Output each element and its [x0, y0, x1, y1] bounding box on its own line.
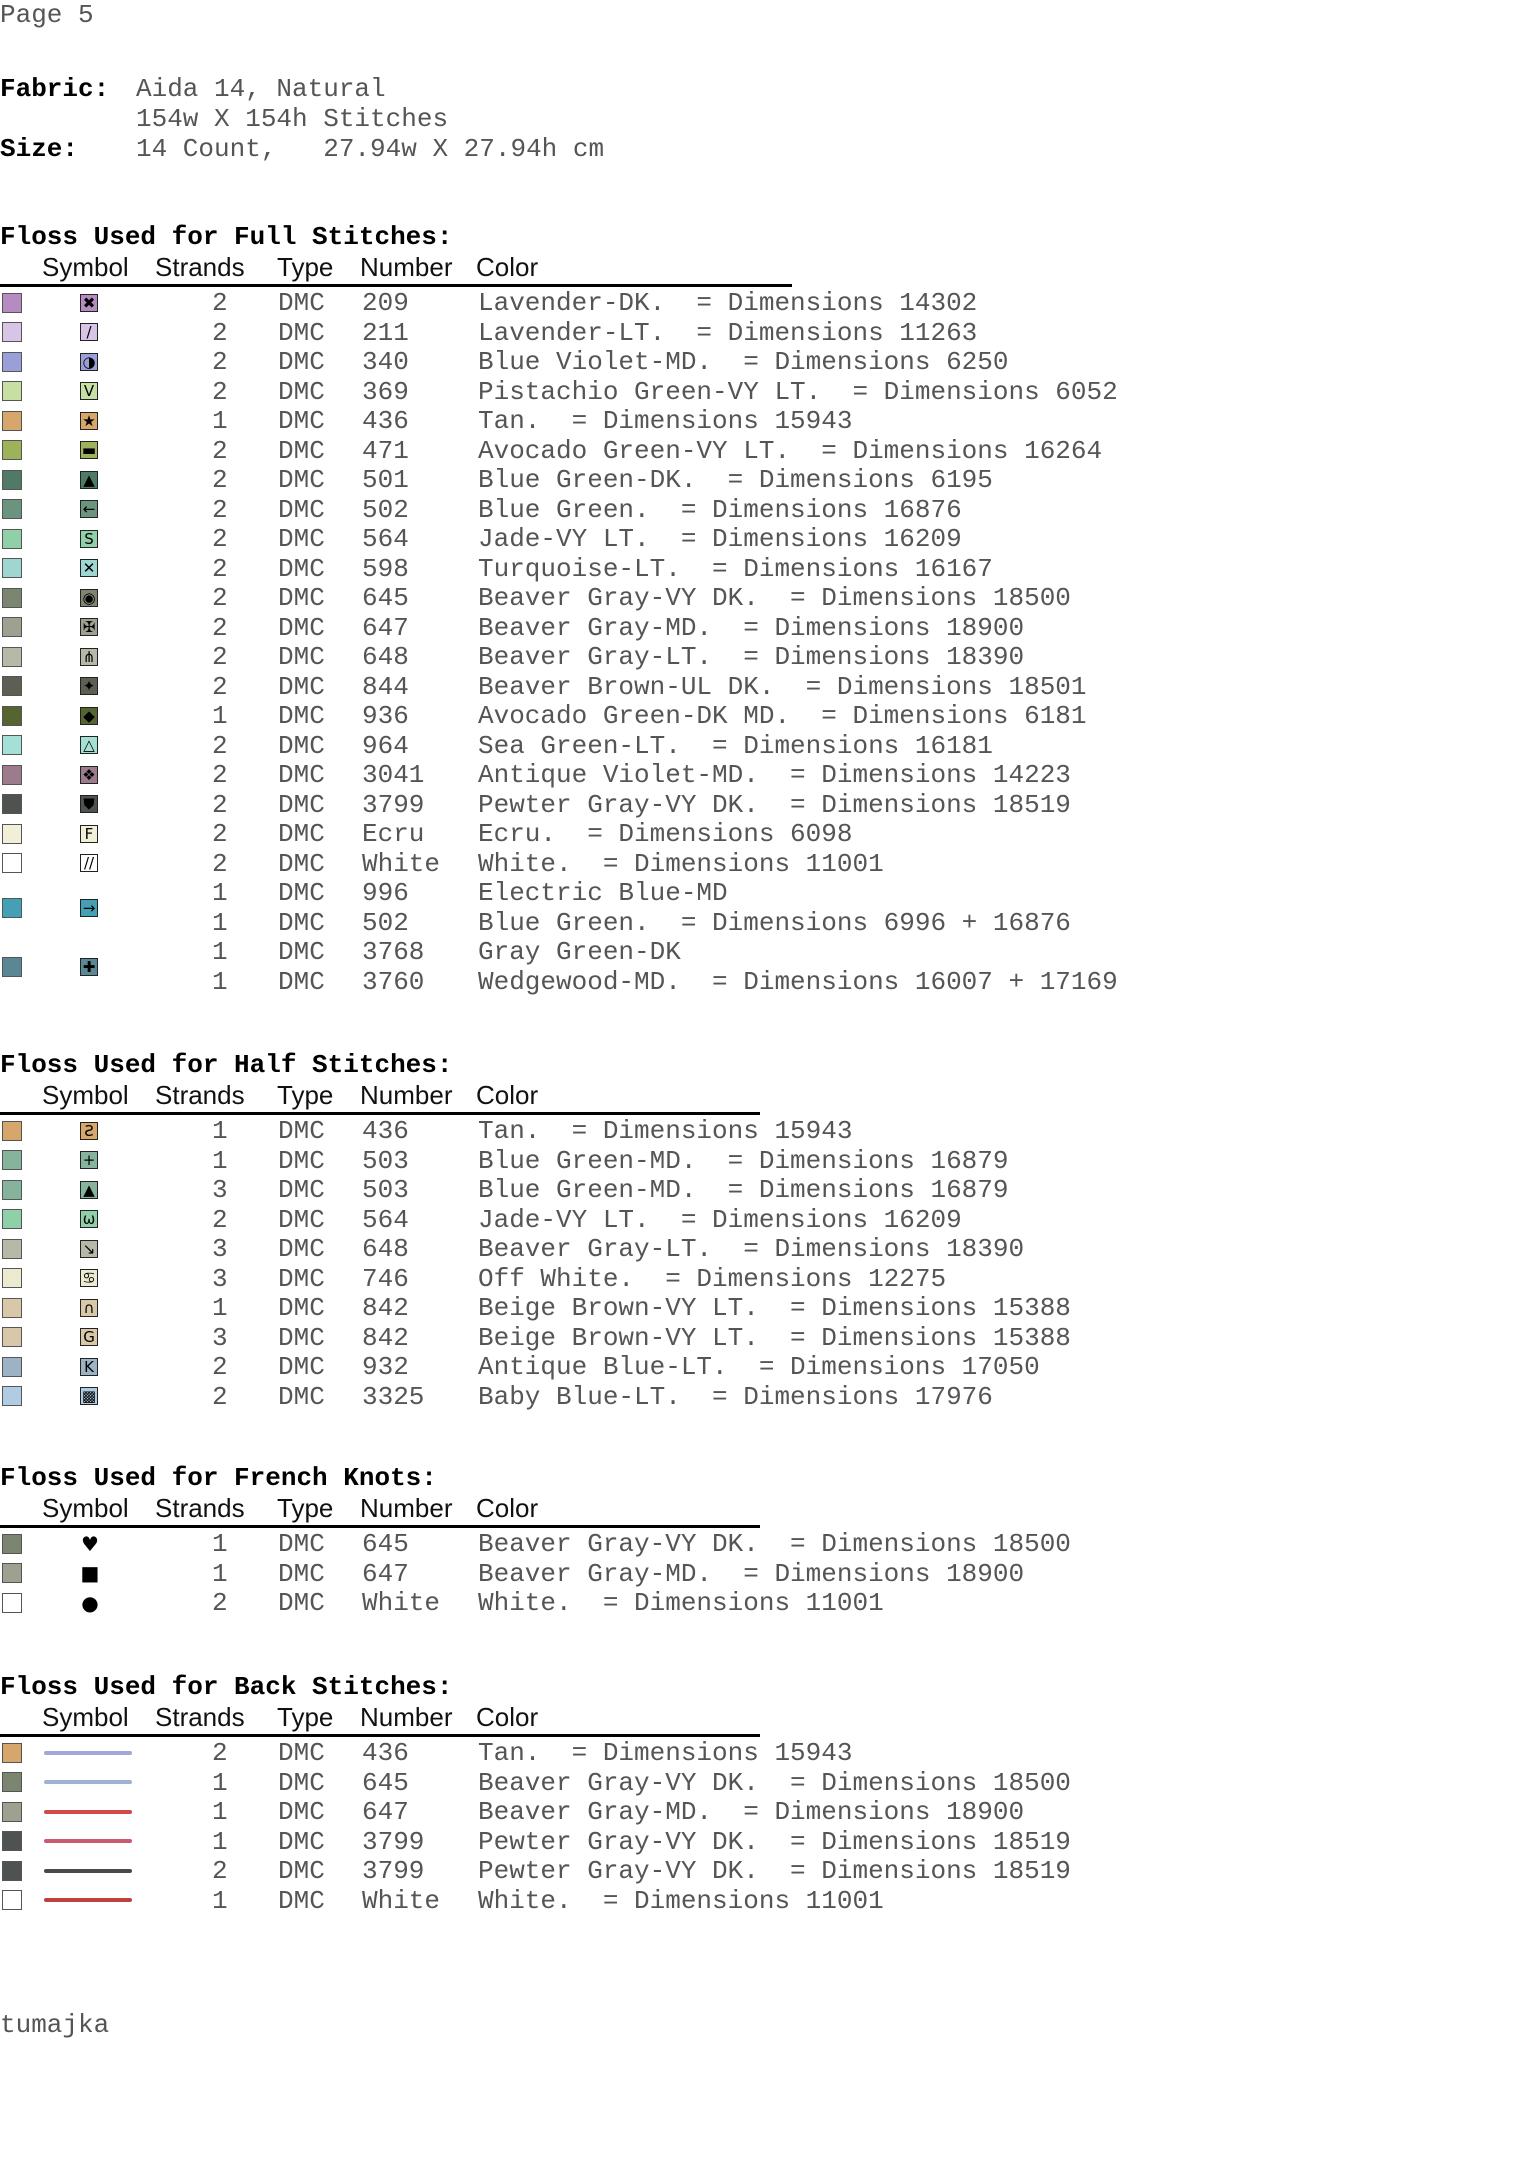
cell-color: Blue Green-MD. = Dimensions 16879 — [478, 1175, 1009, 1205]
color-swatch — [2, 588, 22, 608]
cell-color: White. = Dimensions 11001 — [478, 1885, 884, 1916]
full-section-title: Floss Used for Full Stitches: — [0, 222, 453, 252]
column-header-strands: Strands — [155, 252, 245, 282]
column-header-type: Type — [277, 252, 334, 282]
cell-color: Antique Violet-MD. = Dimensions 14223 — [478, 760, 1071, 790]
cell-type: DMC — [278, 1797, 325, 1827]
stitch-symbol-icon: ✚ — [80, 958, 98, 976]
cell-color: Pewter Gray-VY DK. = Dimensions 18519 — [478, 789, 1071, 820]
cell-color: Beaver Gray-VY DK. = Dimensions 18500 — [478, 583, 1071, 613]
cell-type: DMC — [278, 288, 325, 318]
cell-color: Blue Green. = Dimensions 16876 — [478, 494, 962, 525]
column-header-strands: Strands — [155, 1080, 245, 1110]
cell-strands: 2 — [212, 347, 228, 377]
cell-strands: 1 — [212, 1826, 228, 1857]
blend-cell-color: Blue Green. = Dimensions 6996 + 16876 — [478, 907, 1071, 938]
cell-type: DMC — [278, 317, 325, 348]
cell-color: Pistachio Green-VY LT. = Dimensions 6052 — [478, 376, 1118, 407]
knot-symbol-icon: ♥ — [81, 1531, 99, 1556]
fabric-value-2: 154w X 154h Stitches — [136, 104, 449, 134]
cell-number: 746 — [362, 1263, 409, 1294]
cell-strands: 2 — [212, 848, 228, 879]
blend-cell-number: 502 — [362, 907, 409, 938]
cell-color: Blue Green-DK. = Dimensions 6195 — [478, 465, 993, 495]
backstitch-line-sample — [44, 1780, 132, 1784]
cell-number: 964 — [362, 730, 409, 761]
size-value: 14 Count, 27.94w X 27.94h cm — [136, 134, 605, 164]
cell-number: 3799 — [362, 1856, 425, 1886]
cell-color: Blue Violet-MD. = Dimensions 6250 — [478, 347, 1009, 377]
cell-strands: 2 — [212, 642, 228, 672]
cell-type: DMC — [278, 406, 325, 436]
color-swatch — [2, 322, 22, 342]
color-swatch — [2, 1593, 22, 1613]
stitch-symbol-icon: ▲ — [80, 1181, 98, 1199]
cell-strands: 2 — [212, 524, 228, 554]
cell-strands: 2 — [212, 760, 228, 790]
cell-number: 3799 — [362, 789, 425, 820]
cell-type: DMC — [278, 1116, 325, 1146]
cell-color: Beaver Brown-UL DK. = Dimensions 18501 — [478, 671, 1087, 702]
cell-strands: 1 — [212, 1767, 228, 1798]
cell-type: DMC — [278, 1263, 325, 1294]
cell-strands: 3 — [212, 1175, 228, 1205]
header-rule — [0, 1525, 760, 1528]
stitch-symbol-icon: ω — [80, 1210, 98, 1228]
cell-color: Sea Green-LT. = Dimensions 16181 — [478, 730, 993, 761]
cell-type: DMC — [278, 1885, 325, 1916]
cell-number: 340 — [362, 347, 409, 377]
column-header-symbol: Symbol — [42, 1080, 129, 1110]
cell-type: DMC — [278, 701, 325, 731]
color-swatch — [2, 1534, 22, 1554]
stitch-symbol-icon: ★ — [80, 412, 98, 430]
cell-type: DMC — [278, 1826, 325, 1857]
knot-symbol-icon: ■ — [80, 1561, 100, 1586]
color-swatch — [2, 853, 22, 873]
color-swatch — [2, 411, 22, 431]
color-swatch — [2, 381, 22, 401]
cell-number: 564 — [362, 524, 409, 554]
cell-color: Pewter Gray-VY DK. = Dimensions 18519 — [478, 1856, 1071, 1886]
column-header-color: Color — [476, 1702, 539, 1732]
column-header-symbol: Symbol — [42, 1702, 129, 1732]
stitch-symbol-icon: V — [80, 382, 98, 400]
color-swatch — [2, 1180, 22, 1200]
cell-color: Baby Blue-LT. = Dimensions 17976 — [478, 1381, 993, 1412]
cell-number: 647 — [362, 1558, 409, 1589]
cell-strands: 1 — [212, 701, 228, 731]
cell-color: Avocado Green-VY LT. = Dimensions 16264 — [478, 435, 1103, 466]
knot-symbol-icon: ● — [81, 1590, 99, 1615]
stitch-symbol-icon: Ƨ — [80, 1122, 98, 1140]
cell-strands: 2 — [212, 376, 228, 407]
cell-strands: 1 — [212, 1885, 228, 1916]
stitch-symbol-icon: K — [80, 1358, 98, 1376]
column-header-color: Color — [476, 1493, 539, 1523]
backstitch-line-sample — [44, 1810, 132, 1814]
cell-strands: 3 — [212, 1322, 228, 1353]
cell-type: DMC — [278, 494, 325, 525]
column-header-type: Type — [277, 1702, 334, 1732]
cell-strands: 2 — [212, 1856, 228, 1886]
cell-type: DMC — [278, 1381, 325, 1412]
cell-strands: 2 — [212, 317, 228, 348]
stitch-symbol-icon: ⋔ — [80, 648, 98, 666]
fabric-value-1: Aida 14, Natural — [136, 74, 386, 104]
cell-number: 436 — [362, 406, 409, 436]
cell-number: White — [362, 1588, 441, 1618]
stitch-symbol-icon: F — [80, 825, 98, 843]
cell-type: DMC — [278, 347, 325, 377]
color-swatch — [2, 765, 22, 785]
color-swatch — [2, 1150, 22, 1170]
header-rule — [0, 1112, 760, 1115]
cell-number: 844 — [362, 671, 409, 702]
cell-number: 503 — [362, 1175, 409, 1205]
stitch-symbol-icon: ▲ — [80, 471, 98, 489]
cell-type: DMC — [278, 1856, 325, 1886]
cell-type: DMC — [278, 1293, 325, 1323]
stitch-symbol-icon: ✕ — [80, 559, 98, 577]
cell-number: 842 — [362, 1293, 409, 1323]
color-swatch — [2, 1861, 22, 1881]
cell-number: Ecru — [362, 819, 425, 849]
cell-strands: 1 — [212, 878, 228, 908]
cell-type: DMC — [278, 671, 325, 702]
cell-number: 436 — [362, 1116, 409, 1146]
stitch-symbol-icon: ❖ — [80, 766, 98, 784]
cell-color: Beige Brown-VY LT. = Dimensions 15388 — [478, 1293, 1071, 1323]
cell-type: DMC — [278, 553, 325, 584]
cell-number: 471 — [362, 435, 409, 466]
backstitch-line-sample — [44, 1869, 132, 1873]
column-header-color: Color — [476, 1080, 539, 1110]
cell-strands: 3 — [212, 1234, 228, 1264]
cell-strands: 2 — [212, 819, 228, 849]
color-swatch — [2, 1268, 22, 1288]
color-swatch — [2, 676, 22, 696]
color-swatch — [2, 957, 22, 977]
cell-strands: 2 — [212, 1204, 228, 1235]
cell-strands: 1 — [212, 1797, 228, 1827]
color-swatch — [2, 440, 22, 460]
fabric-label: Fabric: — [0, 74, 110, 104]
cell-strands: 1 — [212, 937, 228, 967]
color-swatch — [2, 470, 22, 490]
cell-strands: 2 — [212, 1352, 228, 1382]
color-swatch — [2, 558, 22, 578]
header-rule — [0, 284, 792, 287]
stitch-symbol-icon: ⛊ — [80, 795, 98, 813]
stitch-symbol-icon: △ — [80, 736, 98, 754]
header-rule — [0, 1734, 760, 1737]
stitch-symbol-icon: ◆ — [80, 707, 98, 725]
cell-type: DMC — [278, 1145, 325, 1176]
blend-cell-number: 3760 — [362, 966, 425, 997]
cell-color: Electric Blue-MD — [478, 878, 728, 908]
cell-strands: 2 — [212, 1738, 228, 1768]
cell-color: White. = Dimensions 11001 — [478, 848, 884, 879]
stitch-symbol-icon: ∩ — [80, 1299, 98, 1317]
cell-number: 369 — [362, 376, 409, 407]
cell-number: 3325 — [362, 1381, 425, 1412]
column-header-number: Number — [360, 252, 453, 282]
cell-number: 647 — [362, 1797, 409, 1827]
column-header-strands: Strands — [155, 1702, 245, 1732]
cell-strands: 2 — [212, 1381, 228, 1412]
color-swatch — [2, 706, 22, 726]
cell-strands: 1 — [212, 1293, 228, 1323]
cell-number: White — [362, 848, 441, 879]
cell-number: 501 — [362, 465, 409, 495]
color-swatch — [2, 1298, 22, 1318]
cell-strands: 1 — [212, 1558, 228, 1589]
cell-strands: 1 — [212, 1116, 228, 1146]
cell-color: Lavender-DK. = Dimensions 14302 — [478, 288, 978, 318]
cell-strands: 2 — [212, 288, 228, 318]
cell-color: Antique Blue-LT. = Dimensions 17050 — [478, 1352, 1040, 1382]
stitch-symbol-icon: ✦ — [80, 677, 98, 695]
stitch-symbol-icon: ✖ — [80, 294, 98, 312]
cell-color: Beige Brown-VY LT. = Dimensions 15388 — [478, 1322, 1071, 1353]
stitch-symbol-icon: ← — [80, 500, 98, 518]
cell-number: 932 — [362, 1352, 409, 1382]
cell-strands: 2 — [212, 789, 228, 820]
cell-type: DMC — [278, 1234, 325, 1264]
cell-color: Tan. = Dimensions 15943 — [478, 406, 853, 436]
color-swatch — [2, 898, 22, 918]
color-swatch — [2, 1890, 22, 1910]
cell-color: Tan. = Dimensions 15943 — [478, 1738, 853, 1768]
cell-number: 645 — [362, 1767, 409, 1798]
color-swatch — [2, 1802, 22, 1822]
cell-color: Jade-VY LT. = Dimensions 16209 — [478, 524, 962, 554]
blend-cell-color: Wedgewood-MD. = Dimensions 16007 + 17169 — [478, 966, 1118, 997]
column-header-strands: Strands — [155, 1493, 245, 1523]
cell-strands: 1 — [212, 406, 228, 436]
cell-type: DMC — [278, 937, 325, 967]
cell-color: Gray Green-DK — [478, 937, 681, 967]
blend-cell-type: DMC — [278, 907, 325, 938]
cell-strands: 2 — [212, 494, 228, 525]
cell-type: DMC — [278, 583, 325, 613]
cell-number: 502 — [362, 494, 409, 525]
column-header-color: Color — [476, 252, 539, 282]
color-swatch — [2, 617, 22, 637]
cell-number: 436 — [362, 1738, 409, 1768]
stitch-symbol-icon: + — [80, 1151, 98, 1169]
cell-strands: 2 — [212, 730, 228, 761]
cell-type: DMC — [278, 642, 325, 672]
stitch-symbol-icon: ▬ — [81, 441, 97, 460]
color-swatch — [2, 1772, 22, 1792]
cell-color: Avocado Green-DK MD. = Dimensions 6181 — [478, 701, 1087, 731]
cell-type: DMC — [278, 789, 325, 820]
size-label: Size: — [0, 134, 79, 164]
stitch-symbol-icon: ◑ — [80, 353, 98, 371]
color-swatch — [2, 735, 22, 755]
cell-color: Beaver Gray-LT. = Dimensions 18390 — [478, 1234, 1025, 1264]
cell-color: Beaver Gray-LT. = Dimensions 18390 — [478, 642, 1025, 672]
cell-strands: 2 — [212, 435, 228, 466]
knots-section-title: Floss Used for French Knots: — [0, 1463, 437, 1493]
cell-number: 996 — [362, 878, 409, 908]
stitch-symbol-icon: ▩ — [81, 1387, 97, 1406]
cell-color: Off White. = Dimensions 12275 — [478, 1263, 947, 1294]
cell-number: 211 — [362, 317, 409, 348]
cell-number: 209 — [362, 288, 409, 318]
cell-strands: 2 — [212, 553, 228, 584]
cell-color: Tan. = Dimensions 15943 — [478, 1116, 853, 1146]
cell-type: DMC — [278, 1322, 325, 1353]
color-swatch — [2, 1327, 22, 1347]
cell-number: 842 — [362, 1322, 409, 1353]
cell-color: Jade-VY LT. = Dimensions 16209 — [478, 1204, 962, 1235]
cell-number: 648 — [362, 642, 409, 672]
stitch-symbol-icon: // — [80, 854, 98, 872]
cell-color: Ecru. = Dimensions 6098 — [478, 819, 853, 849]
stitch-symbol-icon: ◉ — [80, 589, 98, 607]
cell-number: 3041 — [362, 760, 425, 790]
cell-strands: 2 — [212, 1588, 228, 1618]
backstitch-line-sample — [44, 1898, 132, 1902]
cell-strands: 1 — [212, 1529, 228, 1559]
cell-color: White. = Dimensions 11001 — [478, 1588, 884, 1618]
cell-color: Beaver Gray-VY DK. = Dimensions 18500 — [478, 1529, 1071, 1559]
color-swatch — [2, 1357, 22, 1377]
stitch-symbol-icon: ♋ — [80, 1269, 98, 1287]
cell-type: DMC — [278, 435, 325, 466]
stitch-symbol-icon: → — [80, 899, 98, 917]
color-swatch — [2, 352, 22, 372]
color-swatch — [2, 1743, 22, 1763]
cell-strands: 2 — [212, 612, 228, 643]
column-header-type: Type — [277, 1493, 334, 1523]
cell-number: 647 — [362, 612, 409, 643]
column-header-symbol: Symbol — [42, 1493, 129, 1523]
cell-number: 645 — [362, 1529, 409, 1559]
color-swatch — [2, 1121, 22, 1141]
stitch-symbol-icon: / — [80, 323, 98, 341]
column-header-number: Number — [360, 1493, 453, 1523]
cell-color: Beaver Gray-MD. = Dimensions 18900 — [478, 612, 1025, 643]
column-header-number: Number — [360, 1702, 453, 1732]
cell-strands: 2 — [212, 465, 228, 495]
color-swatch — [2, 293, 22, 313]
cell-type: DMC — [278, 1588, 325, 1618]
cell-color: Pewter Gray-VY DK. = Dimensions 18519 — [478, 1826, 1071, 1857]
cell-type: DMC — [278, 1204, 325, 1235]
cell-number: 936 — [362, 701, 409, 731]
cell-number: 3799 — [362, 1826, 425, 1857]
color-swatch — [2, 647, 22, 667]
cell-number: 645 — [362, 583, 409, 613]
stitch-symbol-icon: ↘ — [80, 1240, 98, 1258]
color-swatch — [2, 1209, 22, 1229]
cell-type: DMC — [278, 848, 325, 879]
backstitch-line-sample — [44, 1839, 132, 1843]
blend-cell-type: DMC — [278, 966, 325, 997]
color-swatch — [2, 1239, 22, 1259]
blend-cell-strands: 1 — [212, 966, 228, 997]
color-swatch — [2, 1831, 22, 1851]
cell-type: DMC — [278, 376, 325, 407]
half-section-title: Floss Used for Half Stitches: — [0, 1050, 453, 1080]
cell-type: DMC — [278, 819, 325, 849]
stitch-symbol-icon: ✠ — [80, 618, 98, 636]
column-header-symbol: Symbol — [42, 252, 129, 282]
back-section-title: Floss Used for Back Stitches: — [0, 1672, 453, 1702]
cell-type: DMC — [278, 1767, 325, 1798]
page-number: Page 5 — [0, 0, 94, 30]
cell-strands: 2 — [212, 583, 228, 613]
color-swatch — [2, 529, 22, 549]
blend-cell-strands: 1 — [212, 907, 228, 938]
color-swatch — [2, 499, 22, 519]
stitch-symbol-icon: G — [80, 1328, 98, 1346]
cell-type: DMC — [278, 760, 325, 790]
cell-strands: 2 — [212, 671, 228, 702]
cell-type: DMC — [278, 1529, 325, 1559]
color-swatch — [2, 1386, 22, 1406]
stitch-symbol-icon: S — [80, 530, 98, 548]
cell-number: 648 — [362, 1234, 409, 1264]
backstitch-line-sample — [44, 1751, 132, 1755]
cell-type: DMC — [278, 1558, 325, 1589]
cell-type: DMC — [278, 1738, 325, 1768]
cell-type: DMC — [278, 524, 325, 554]
cell-color: Turquoise-LT. = Dimensions 16167 — [478, 553, 993, 584]
footer-designer: tumajka — [0, 2010, 110, 2040]
cell-number: 598 — [362, 553, 409, 584]
cell-number: 3768 — [362, 937, 425, 967]
column-header-number: Number — [360, 1080, 453, 1110]
cell-type: DMC — [278, 1352, 325, 1382]
cell-type: DMC — [278, 1175, 325, 1205]
cell-color: Beaver Gray-VY DK. = Dimensions 18500 — [478, 1767, 1071, 1798]
cell-type: DMC — [278, 465, 325, 495]
cell-number: 564 — [362, 1204, 409, 1235]
cell-number: White — [362, 1885, 441, 1916]
cell-strands: 1 — [212, 1145, 228, 1176]
color-swatch — [2, 794, 22, 814]
cell-type: DMC — [278, 878, 325, 908]
column-header-type: Type — [277, 1080, 334, 1110]
color-swatch — [2, 824, 22, 844]
cell-color: Lavender-LT. = Dimensions 11263 — [478, 317, 978, 348]
color-swatch — [2, 1563, 22, 1583]
cell-type: DMC — [278, 612, 325, 643]
cell-strands: 3 — [212, 1263, 228, 1294]
cell-color: Blue Green-MD. = Dimensions 16879 — [478, 1145, 1009, 1176]
cell-color: Beaver Gray-MD. = Dimensions 18900 — [478, 1558, 1025, 1589]
cell-color: Beaver Gray-MD. = Dimensions 18900 — [478, 1797, 1025, 1827]
cell-type: DMC — [278, 730, 325, 761]
cell-number: 503 — [362, 1145, 409, 1176]
